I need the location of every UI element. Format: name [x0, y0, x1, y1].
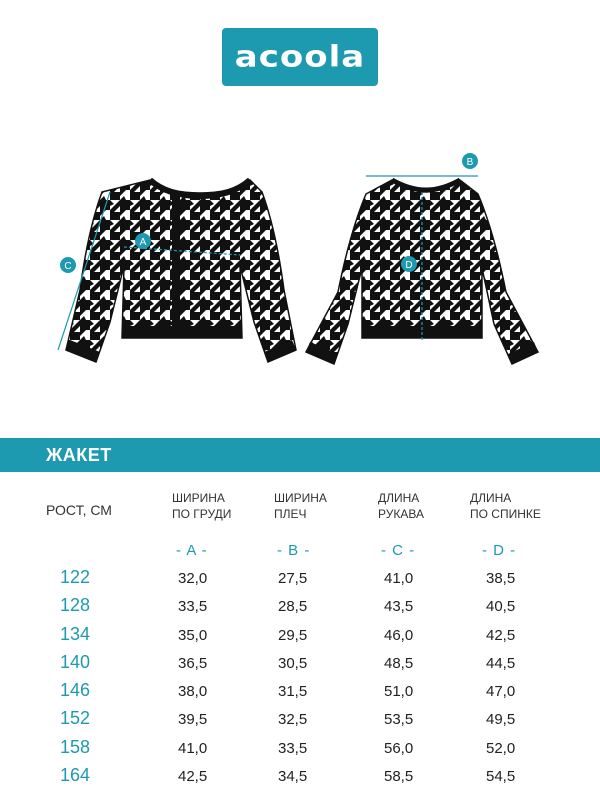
height-column-header: РОСТ, СМ [46, 502, 112, 518]
back-length-cell: 49,5 [486, 711, 516, 729]
column-code-c: - C - [381, 542, 416, 559]
column-header-line2: ПО ГРУДИ [172, 507, 232, 521]
back-length-cell: 44,5 [486, 654, 516, 672]
table-row [0, 736, 600, 764]
marker-b-label: B [466, 157, 474, 168]
table-row [0, 707, 600, 735]
product-title-bar [0, 438, 600, 472]
back-length-cell: 52,0 [486, 739, 516, 757]
front-jacket [66, 180, 296, 362]
chest-width-cell: 35,0 [178, 626, 208, 644]
jacket-diagram [0, 140, 600, 380]
column-header-line1: ДЛИНА [470, 491, 512, 505]
height-cell: 122 [60, 567, 91, 587]
sleeve-length-cell: 56,0 [384, 739, 414, 757]
shoulder-width-cell: 31,5 [278, 683, 308, 701]
column-header-line1: ДЛИНА [378, 491, 420, 505]
product-title: ЖАКЕТ [46, 445, 112, 465]
column-header-line1: ШИРИНА [274, 491, 327, 505]
brand-logo [222, 28, 378, 86]
marker-a-label: A [139, 237, 147, 248]
table-row [0, 679, 600, 707]
height-cell: 164 [60, 765, 91, 786]
chest-width-cell: 41,0 [178, 739, 208, 757]
chest-width-cell: 33,5 [178, 598, 208, 616]
shoulder-width-cell: 30,5 [278, 654, 308, 672]
chest-width-cell: 32,0 [178, 570, 208, 587]
back-length-cell: 42,5 [486, 626, 516, 644]
height-cell: 146 [60, 680, 91, 701]
sleeve-length-cell: 53,5 [384, 711, 414, 729]
chest-width-cell: 38,0 [178, 683, 208, 701]
back-length-cell: 54,5 [486, 768, 516, 786]
table-row [0, 594, 600, 622]
shoulder-width-cell: 29,5 [278, 626, 308, 644]
column-code-b: - B - [277, 542, 311, 559]
column-code-row [0, 538, 600, 566]
sleeve-length-cell: 41,0 [384, 570, 414, 587]
column-code-a: - A - [176, 542, 208, 559]
table-row [0, 651, 600, 679]
height-cell: 158 [60, 736, 91, 757]
column-code-d: - D - [482, 542, 517, 559]
back-length-cell: 40,5 [486, 598, 516, 616]
height-cell: 152 [60, 708, 91, 729]
column-header-chest [172, 490, 231, 522]
front-hem [122, 326, 242, 338]
column-header-line2: ПЛЕЧ [274, 507, 307, 521]
marker-c-label: C [64, 261, 72, 272]
sleeve-length-cell: 48,5 [384, 654, 414, 672]
logo-text: acoola [234, 40, 366, 74]
sleeve-length-cell: 46,0 [384, 626, 414, 644]
column-header-line1: ШИРИНА [172, 491, 225, 505]
column-header-sleeve [378, 490, 424, 522]
size-table [0, 490, 600, 792]
table-row [0, 623, 600, 651]
table-header-row [0, 490, 600, 534]
column-header-line2: РУКАВА [378, 507, 424, 521]
column-header-shoulder [274, 490, 327, 522]
sleeve-length-cell: 58,5 [384, 768, 414, 786]
height-cell: 128 [60, 595, 91, 616]
shoulder-width-cell: 33,5 [278, 739, 308, 757]
front-placket [172, 194, 180, 338]
shoulder-width-cell: 32,5 [278, 711, 308, 729]
shoulder-width-cell: 28,5 [278, 598, 308, 616]
marker-d-label: D [405, 260, 413, 271]
chest-width-cell: 36,5 [178, 654, 208, 672]
table-row [0, 764, 600, 792]
height-cell: 140 [60, 651, 91, 672]
shoulder-width-cell: 27,5 [278, 570, 308, 587]
height-cell: 134 [60, 623, 91, 644]
table-row [0, 566, 600, 594]
shoulder-width-cell: 34,5 [278, 768, 308, 786]
column-header-line2: ПО СПИНКЕ [470, 507, 541, 521]
column-header-back-length [470, 490, 541, 522]
chest-width-cell: 42,5 [178, 768, 208, 786]
back-length-cell: 38,5 [486, 570, 516, 587]
sleeve-length-cell: 43,5 [384, 598, 414, 616]
back-length-cell: 47,0 [486, 683, 516, 701]
chest-width-cell: 39,5 [178, 711, 208, 729]
sleeve-length-cell: 51,0 [384, 683, 414, 701]
